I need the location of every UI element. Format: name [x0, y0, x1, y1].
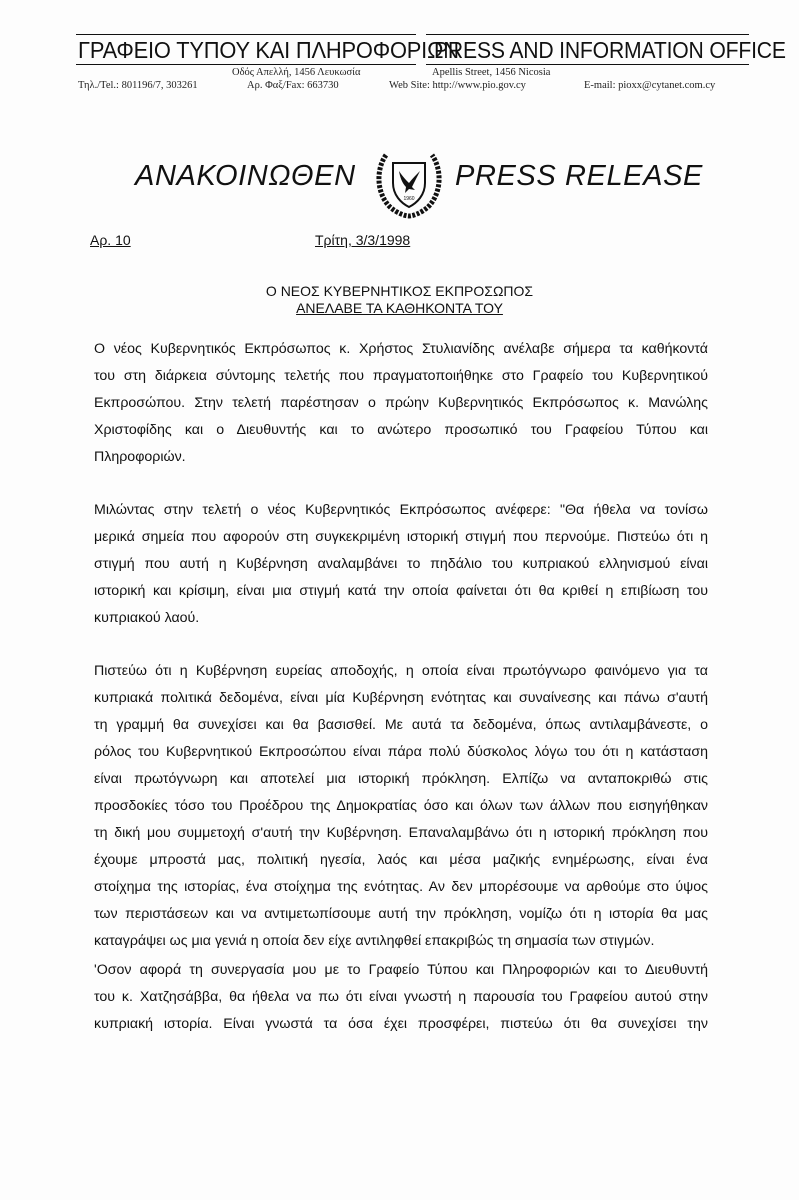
website-link[interactable]: Web Site: http://www.pio.gov.cy [389, 80, 526, 91]
svg-text:1960: 1960 [403, 196, 415, 202]
text-line: καταγράψει ως μια γενιά η οποία δεν είχε αντιληφθεί επακριβώς τη σημασία των στιγμών. [94, 933, 655, 949]
text-line: Ο νέος Κυβερνητικός Εκπρόσωπος κ. Χρήστος Στυλιανίδης ανέλαβε σήμερα τα καθήκοντά [94, 341, 708, 357]
text-line: στιγμή που αυτή η Κυβέρνηση αναλαμβάνει το πηδάλιο του κυπριακού ελληνισμού είναι [94, 556, 708, 572]
greek-release-label: ΑΝΑΚΟΙΝΩΘΕΝ [135, 160, 356, 192]
paragraph-3 [94, 658, 708, 955]
letterhead-rule-top-right [426, 34, 749, 35]
text-line: είναι πρωτόγνωρη και αποτελεί μια ιστορική πρόκληση. Ελπίζω να ανταποκριθώ στις [94, 771, 708, 787]
text-line: των περιστάσεων και να αντιμετωπίσουμε αυτή την πρόκληση, νομίζω ότι η ιστορία θα μας [94, 906, 708, 922]
text-line: Μιλώντας στην τελετή ο νέος Κυβερνητικός Εκπρόσωπος ανέφερε: "Θα ήθελα να τονίσω [94, 502, 708, 518]
text-line: τη δική μου συμμετοχή σ'αυτή την Κυβέρνηση. Επαναλαμβάνω ότι η ιστορική πρόκληση που [94, 825, 708, 841]
release-number: Αρ. 10 [90, 232, 131, 248]
text-line: κυπριακά πολιτικά δεδομένα, είναι μία Κυβέρνηση ενότητας και συναίνεσης και πάνω σ'αυτή [94, 690, 708, 706]
cyprus-coat-of-arms-icon [374, 147, 444, 219]
text-line: στοίχημα της ιστορίας, ένα στοίχημα της ενότητας. Αν δεν μπορέσουμε να αρθούμε στο ύψος [94, 879, 708, 895]
fax: Αρ. Φαξ/Fax: 663730 [247, 80, 339, 91]
telephone: Τηλ./Tel.: 801196/7, 303261 [78, 80, 198, 91]
headline-line-2: ΑΝΕΛΑΒΕ ΤΑ ΚΑΘΗΚΟΝΤΑ ΤΟΥ [296, 300, 503, 316]
text-line: Πιστεύω ότι η Κυβέρνηση ευρείας αποδοχής, η οποία είναι πρωτόγνωρο φαινόμενο για τα [94, 663, 708, 679]
letterhead-rule-top-left [76, 34, 416, 35]
english-release-label: PRESS RELEASE [455, 160, 703, 192]
greek-address: Οδός Απελλή, 1456 Λευκωσία [232, 67, 361, 78]
text-line: έχουμε μπροστά μας, πολιτική ηγεσία, λαός και μέσα μαζικής ενημέρωσης, είναι ένα [94, 852, 708, 868]
text-line: Πληροφοριών. [94, 449, 186, 465]
paragraph-1 [94, 336, 708, 471]
letterhead-rule-bottom-left [76, 64, 416, 65]
text-line: τη γραμμή θα συνεχίσει και θα βασισθεί. Με αυτά τα δεδομένα, όπως αντιλαμβάνεστε, ο [94, 717, 708, 733]
text-line: μερικά σημεία που αφορούν στη συγκεκριμένη ιστορική στιγμή που περνούμε. Πιστεύω ότι η [94, 529, 708, 545]
email-link[interactable]: E-mail: pioxx@cytanet.com.cy [584, 80, 716, 91]
release-date: Τρίτη, 3/3/1998 [315, 232, 411, 248]
text-line: προσδοκίες τόσο του Προέδρου της Δημοκρατίας όσο και όλων των άλλων που εισηγήθηκαν [94, 798, 708, 814]
text-line: του στη διάρκεια σύντομης τελετής που πραγματοποιήθηκε στο Γραφείο του Κυβερνητικού [94, 368, 708, 384]
text-line: Χριστοφίδης και ο Διευθυντής και το ανώτερο προσωπικό του Γραφείου Τύπου και [94, 422, 708, 438]
english-address: Apellis Street, 1456 Nicosia [432, 67, 551, 78]
text-line: 'Οσον αφορά τη συνεργασία μου με το Γραφείο Τύπου και Πληροφοριών και το Διευθυντή [94, 962, 708, 978]
text-line: ιστορική και κρίσιμη, είναι μια στιγμή κατά την οποία φαίνεται ότι θα κριθεί η επιβίωση του [94, 583, 708, 599]
text-line: του κ. Χατζησάββα, θα ήθελα να πω ότι είναι γνωστή η παρουσία του Γραφείου αυτού στην [94, 989, 708, 1005]
english-office-name: PRESS AND INFORMATION OFFICE [434, 37, 786, 63]
text-line: κυπριακή ιστορία. Είναι γνωστά τα όσα έχει προσφέρει, πιστεύω ότι θα συνεχίσει την [94, 1016, 708, 1032]
paragraph-4 [94, 957, 708, 1038]
text-line: Εκπροσώπου. Στην τελετή παρέστησαν ο πρώην Κυβερνητικός Εκπρόσωπος κ. Μανώλης [94, 395, 708, 411]
text-line: ρόλος του Κυβερνητικού Εκπροσώπου είναι πάρα πολύ δύσκολος λόγω του ότι η κατάσταση [94, 744, 708, 760]
headline-line-1: Ο ΝΕΟΣ ΚΥΒΕΡΝΗΤΙΚΟΣ ΕΚΠΡΟΣΩΠΟΣ [265, 283, 534, 299]
text-line: κυπριακού λαού. [94, 610, 200, 626]
paragraph-2 [94, 497, 708, 632]
greek-office-name: ΓΡΑΦΕΙΟ ΤΥΠΟΥ ΚΑΙ ΠΛΗΡΟΦΟΡΙΩΝ [78, 37, 459, 63]
letterhead-rule-bottom-right [426, 64, 749, 65]
